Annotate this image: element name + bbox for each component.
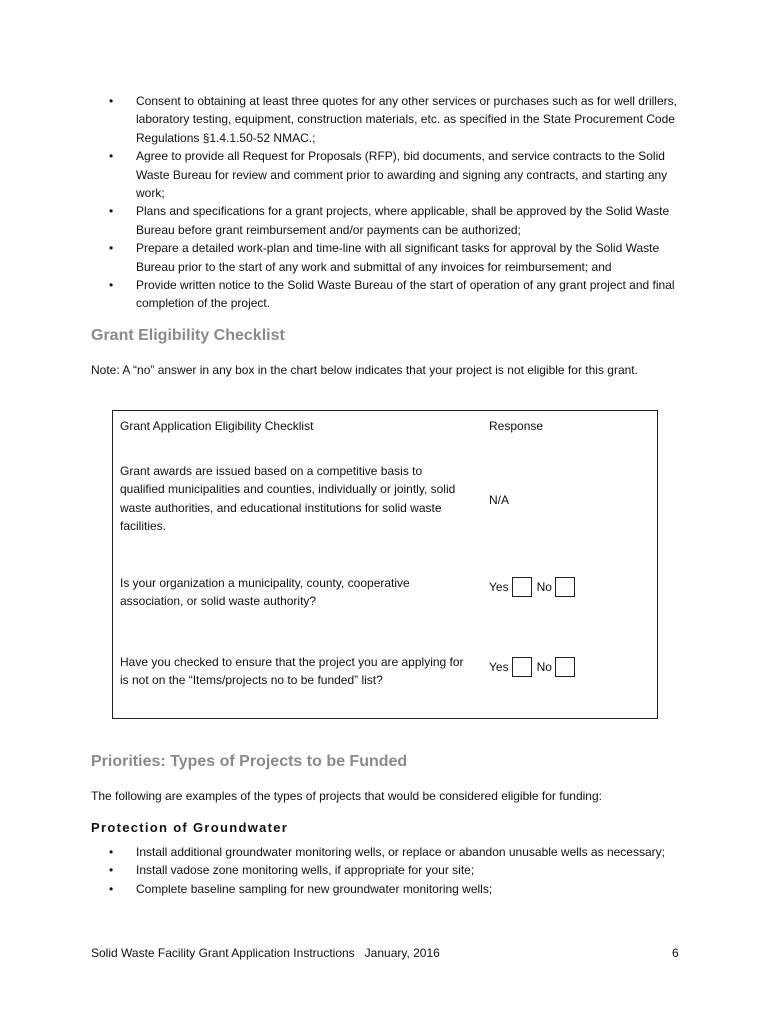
list-item: • Provide written notice to the Solid Waste Bureau of the start of operation of any grant project and final completion of the project.: [91, 276, 691, 313]
eligibility-note: Note: A “no” answer in any box in the chart below indicates that your project is not eligible for this grant.: [91, 363, 638, 377]
footer-title: Solid Waste Facility Grant Application Instructions January, 2016: [91, 946, 440, 960]
yes-checkbox[interactable]: [512, 657, 532, 677]
list-item: • Prepare a detailed work-plan and time-line with all significant tasks for approval by the Solid Waste Bureau prior to the start of any work and submittal of any invoices for reimbursement; and: [91, 239, 691, 276]
yes-label: Yes: [489, 660, 509, 674]
checklist-header-title: Grant Application Eligibility Checklist: [120, 419, 314, 433]
checklist-response-na: N/A: [489, 493, 510, 507]
list-item: • Plans and specifications for a grant projects, where applicable, shall be approved by the Solid Waste Bureau before grant reimbursement and/or payments can be authorized;: [91, 202, 691, 239]
list-item: • Complete baseline sampling for new groundwater monitoring wells;: [91, 880, 691, 898]
yes-label: Yes: [489, 580, 509, 594]
no-label: No: [536, 660, 552, 674]
eligibility-heading: Grant Eligibility Checklist: [91, 327, 285, 344]
checklist-question-2: Is your organization a municipality, county, cooperative association, or solid waste authority?: [120, 576, 410, 609]
checklist-question-3: Have you checked to ensure that the project you are applying for is not on the “Items/projects no to be funded” list?: [120, 655, 464, 688]
checklist-yes-no-3: [489, 657, 580, 677]
no-label: No: [536, 580, 552, 594]
yes-checkbox[interactable]: [512, 577, 532, 597]
checklist-header-response: Response: [489, 419, 544, 433]
list-item: • Agree to provide all Request for Proposals (RFP), bid documents, and service contracts to the Solid Waste Bureau for review and comment prior to awarding and signing any contracts, and starting any work;: [91, 147, 691, 202]
eligibility-checklist-table: [112, 410, 658, 719]
no-checkbox[interactable]: [555, 657, 575, 677]
list-item: • Install vadose zone monitoring wells, if appropriate for your site;: [91, 861, 691, 879]
groundwater-list: [91, 843, 691, 898]
priorities-intro: The following are examples of the types of projects that would be considered eligible for funding:: [91, 789, 602, 803]
groundwater-heading: Protection of Groundwater: [91, 820, 289, 835]
page-number: 6: [672, 946, 679, 960]
checklist-question-1: Grant awards are issued based on a competitive basis to qualified municipalities and counties, individually or jointly, solid waste authorities, and educational institutions for solid waste facilities.: [120, 464, 456, 534]
checklist-yes-no-2: [489, 577, 580, 597]
priorities-heading: Priorities: Types of Projects to be Funded: [91, 753, 408, 770]
no-checkbox[interactable]: [555, 577, 575, 597]
requirements-list: [91, 92, 691, 313]
list-item: • Consent to obtaining at least three quotes for any other services or purchases such as for well drillers, laboratory testing, equipment, construction materials, etc. as specified in the State Procurement Code Regulations §1.4.1.50-52 NMAC.;: [91, 92, 691, 147]
list-item: • Install additional groundwater monitoring wells, or replace or abandon unusable wells as necessary;: [91, 843, 691, 861]
